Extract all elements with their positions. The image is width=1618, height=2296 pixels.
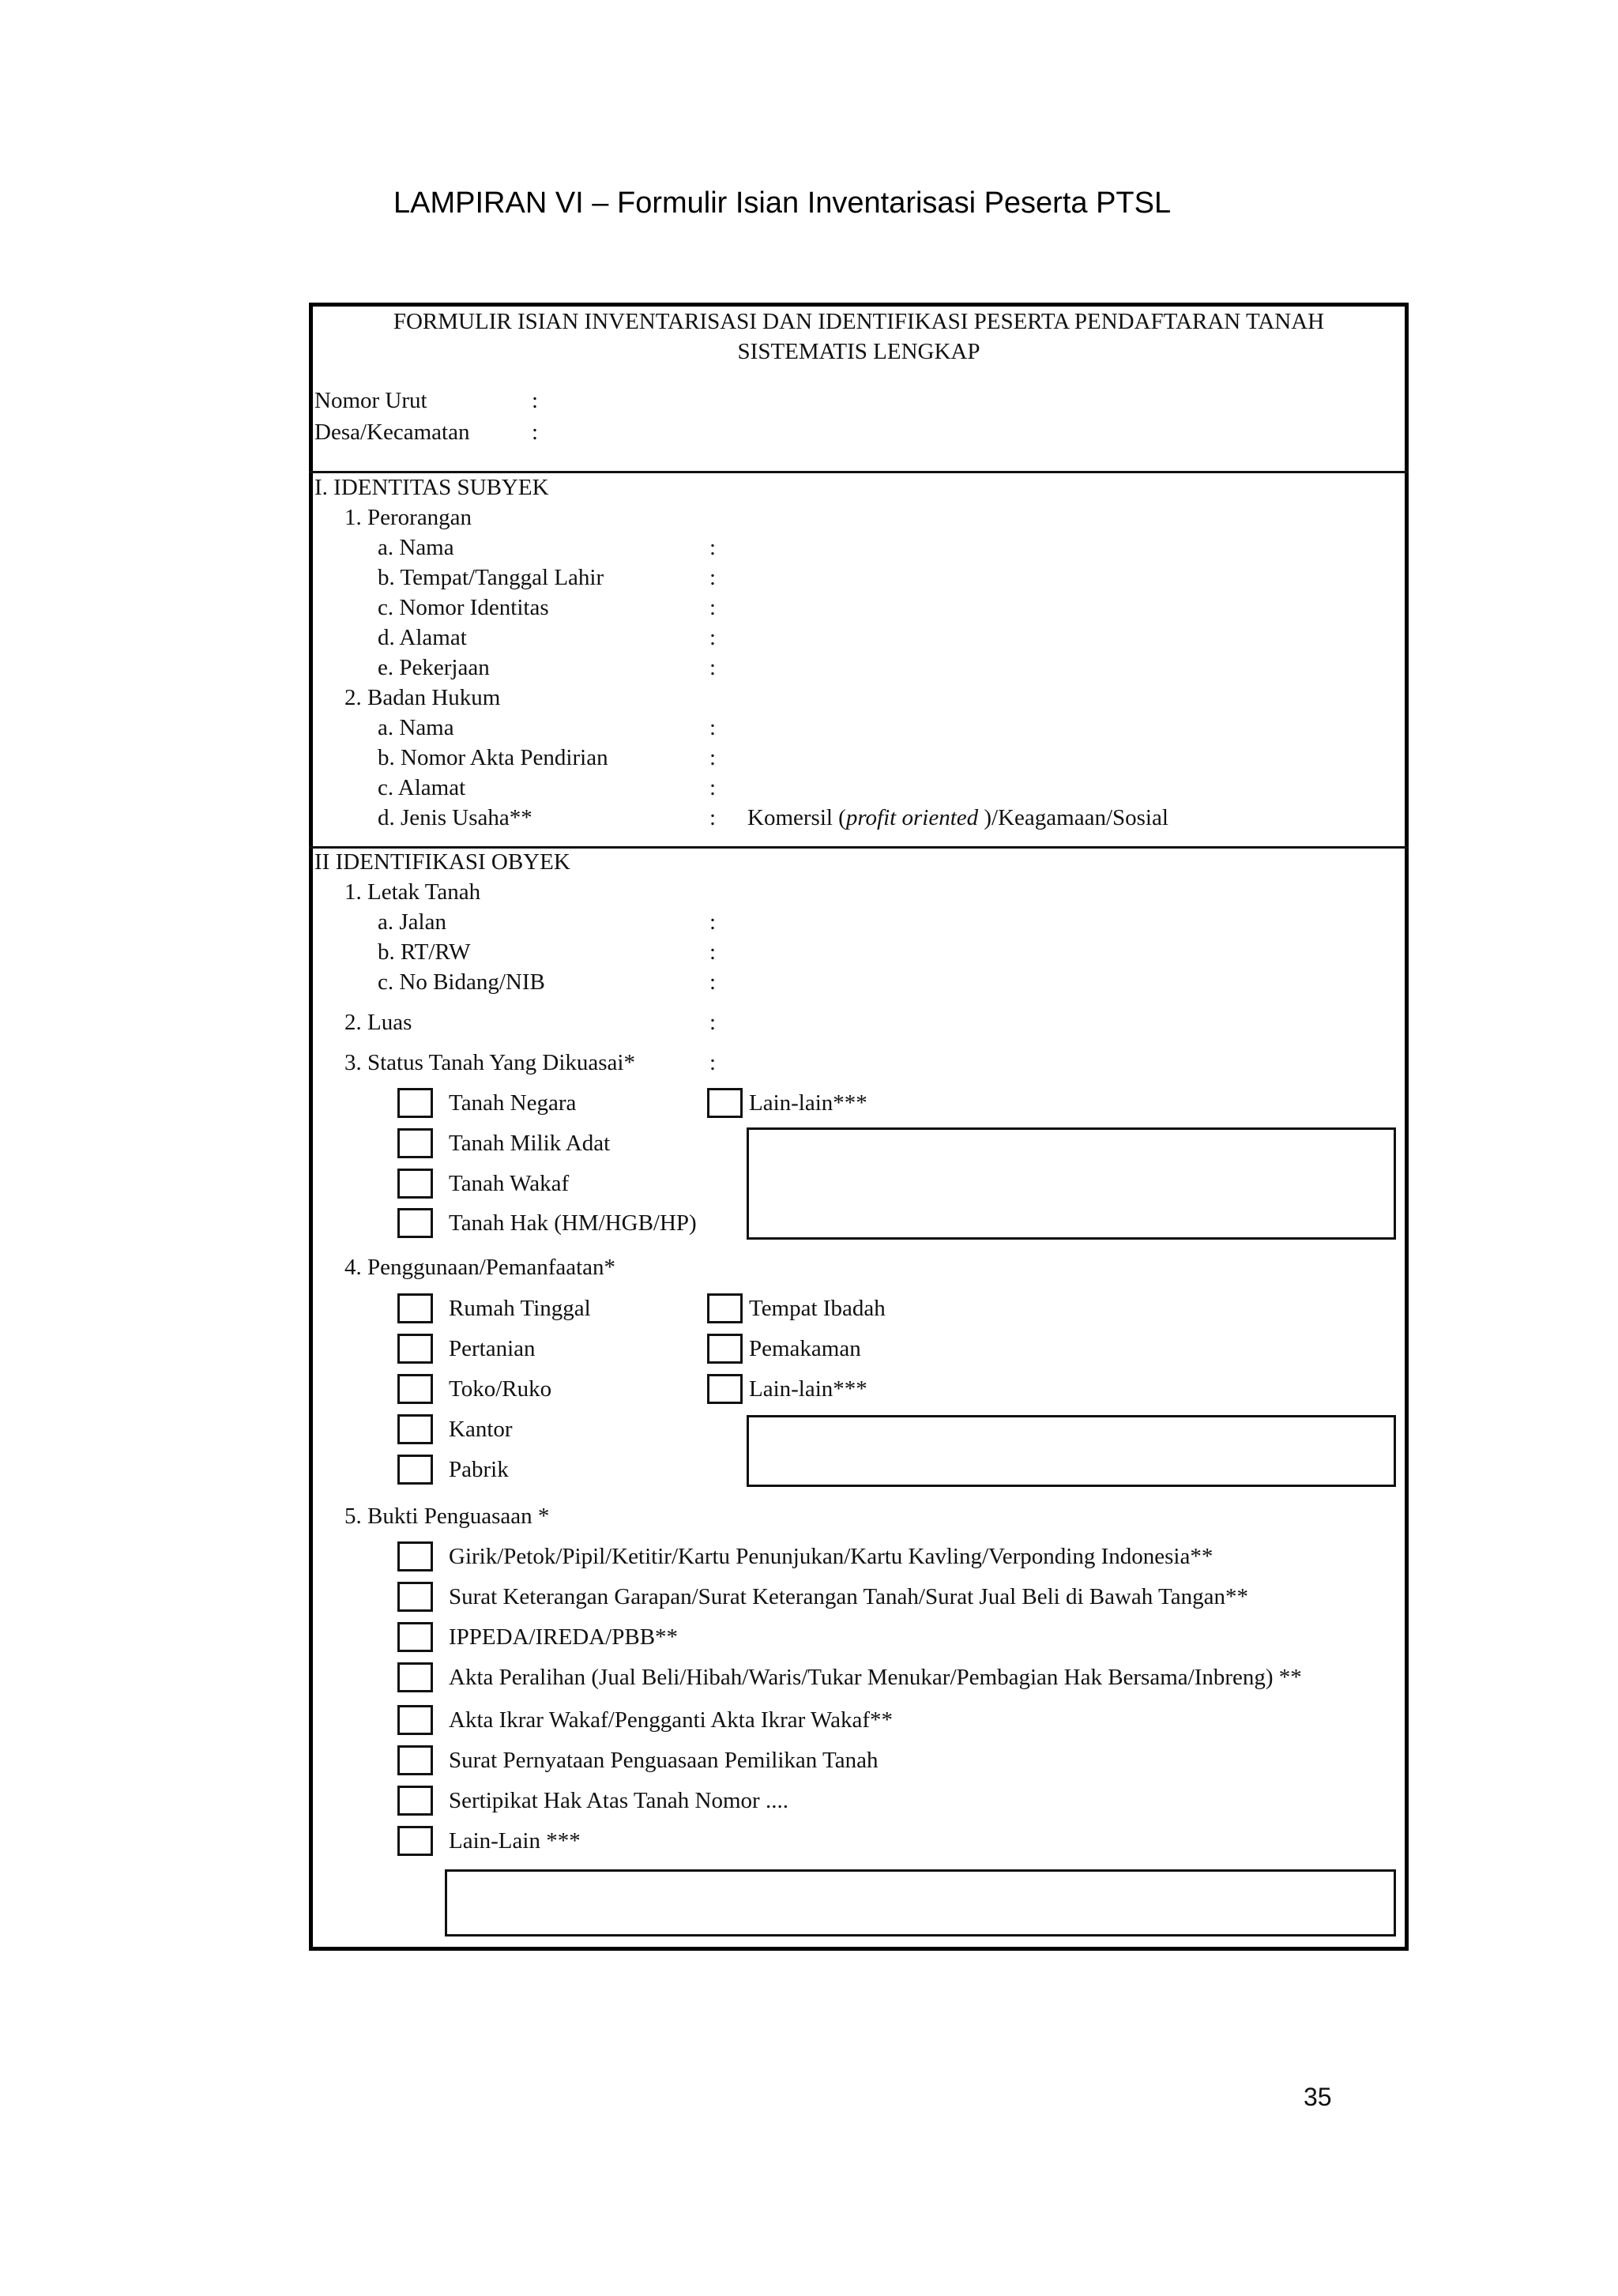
option-rumah-tinggal: Rumah Tinggal (449, 1296, 591, 1321)
perorangan-alamat-label: d. Alamat (378, 625, 467, 650)
option-bukti-lain-lain: Lain-Lain *** (449, 1828, 581, 1854)
section1-title: I. IDENTITAS SUBYEK (314, 475, 549, 500)
option-bukti-girik: Girik/Petok/Pipil/Ketitir/Kartu Penunjukan/Kartu Kavling/Verponding Indonesia** (449, 1544, 1214, 1569)
checkbox-tanah-negara[interactable] (397, 1088, 433, 1118)
status-lain-lain-textbox[interactable] (747, 1127, 1396, 1240)
badan-nama-colon: : (709, 715, 717, 740)
option-bukti-surat-pernyataan: Surat Pernyataan Penguasaan Pemilikan Tanah (449, 1748, 879, 1773)
option-pabrik: Pabrik (449, 1457, 509, 1482)
divider-section1 (309, 846, 1409, 849)
checkbox-tanah-milik-adat[interactable] (397, 1128, 433, 1158)
checkbox-pertanian[interactable] (397, 1334, 433, 1364)
badan-jenis-usaha-colon: : (709, 805, 717, 830)
form-title-line1: FORMULIR ISIAN INVENTARISASI DAN IDENTIFIKASI PESERTA PENDAFTARAN TANAH (393, 309, 1325, 334)
jenis-usaha-value-post: )/Keagamaan/Sosial (978, 805, 1168, 830)
checkbox-bukti-surat-keterangan[interactable] (397, 1582, 433, 1612)
option-kantor: Kantor (449, 1417, 513, 1442)
perorangan-nomor-identitas-label: c. Nomor Identitas (378, 595, 549, 620)
jenis-usaha-value-italic: profit oriented (845, 805, 979, 830)
section2-title: II IDENTIFIKASI OBYEK (314, 849, 570, 875)
form-title-line2: SISTEMATIS LENGKAP (737, 339, 980, 364)
perorangan-nama-colon: : (709, 535, 717, 560)
perorangan-pekerjaan-label: e. Pekerjaan (378, 655, 490, 680)
bukti-penguasaan-heading: 5. Bukti Penguasaan * (344, 1504, 550, 1529)
option-toko-ruko: Toko/Ruko (449, 1376, 552, 1402)
letak-nib-label: c. No Bidang/NIB (378, 969, 545, 995)
option-pertanian: Pertanian (449, 1336, 536, 1361)
option-bukti-akta-ikrar-wakaf: Akta Ikrar Wakaf/Pengganti Akta Ikrar Wakaf** (449, 1707, 893, 1733)
checkbox-bukti-ippeda[interactable] (397, 1622, 433, 1652)
badan-akta-colon: : (709, 745, 717, 770)
checkbox-bukti-surat-pernyataan[interactable] (397, 1745, 433, 1775)
penggunaan-lain-lain-textbox[interactable] (747, 1415, 1396, 1487)
option-tempat-ibadah: Tempat Ibadah (749, 1296, 886, 1321)
perorangan-ttl-label: b. Tempat/Tanggal Lahir (378, 565, 604, 590)
checkbox-pemakaman[interactable] (707, 1334, 743, 1364)
letak-jalan-colon: : (709, 909, 717, 935)
badan-nama-label: a. Nama (378, 715, 454, 740)
perorangan-ttl-colon: : (709, 565, 717, 590)
letak-rtrw-label: b. RT/RW (378, 939, 471, 965)
perorangan-alamat-colon: : (709, 625, 717, 650)
letak-jalan-label: a. Jalan (378, 909, 446, 935)
perorangan-nomor-identitas-colon: : (709, 595, 717, 620)
option-bukti-akta-peralihan: Akta Peralihan (Jual Beli/Hibah/Waris/Tukar Menukar/Pembagian Hak Bersama/Inbreng) ** (449, 1665, 1302, 1690)
checkbox-tempat-ibadah[interactable] (707, 1293, 743, 1323)
option-tanah-milik-adat: Tanah Milik Adat (449, 1131, 611, 1156)
nomor-urut-colon: : (532, 388, 539, 413)
penggunaan-heading: 4. Penggunaan/Pemanfaatan* (344, 1255, 616, 1280)
desa-kecamatan-colon: : (532, 420, 539, 445)
bukti-lain-lain-textbox[interactable] (445, 1869, 1396, 1937)
luas-colon: : (709, 1010, 717, 1035)
option-penggunaan-lain-lain: Lain-lain*** (749, 1376, 867, 1402)
badan-hukum-heading: 2. Badan Hukum (344, 685, 501, 710)
option-status-lain-lain: Lain-lain*** (749, 1090, 867, 1116)
badan-jenis-usaha-label: d. Jenis Usaha** (378, 805, 532, 830)
option-tanah-hak: Tanah Hak (HM/HGB/HP) (449, 1210, 697, 1236)
option-bukti-ippeda: IPPEDA/IREDA/PBB** (449, 1624, 679, 1650)
checkbox-bukti-akta-peralihan[interactable] (397, 1662, 433, 1692)
status-tanah-colon: : (709, 1050, 717, 1075)
checkbox-bukti-akta-ikrar-wakaf[interactable] (397, 1705, 433, 1735)
checkbox-rumah-tinggal[interactable] (397, 1293, 433, 1323)
option-pemakaman: Pemakaman (749, 1336, 861, 1361)
checkbox-status-lain-lain[interactable] (707, 1088, 743, 1118)
option-tanah-negara: Tanah Negara (449, 1090, 577, 1116)
option-tanah-wakaf: Tanah Wakaf (449, 1171, 570, 1196)
checkbox-bukti-lain-lain[interactable] (397, 1826, 433, 1856)
letak-tanah-heading: 1. Letak Tanah (344, 879, 481, 905)
form-frame (309, 303, 1409, 1951)
checkbox-pabrik[interactable] (397, 1455, 433, 1485)
perorangan-nama-label: a. Nama (378, 535, 454, 560)
status-tanah-heading: 3. Status Tanah Yang Dikuasai* (344, 1050, 635, 1075)
checkbox-tanah-wakaf[interactable] (397, 1169, 433, 1199)
letak-rtrw-colon: : (709, 939, 717, 965)
checkbox-penggunaan-lain-lain[interactable] (707, 1374, 743, 1404)
jenis-usaha-value (747, 805, 1168, 831)
page-title: LAMPIRAN VI – Formulir Isian Inventarisasi Peserta PTSL (393, 186, 1172, 220)
checkbox-toko-ruko[interactable] (397, 1374, 433, 1404)
divider-header (309, 471, 1409, 473)
perorangan-heading: 1. Perorangan (344, 505, 472, 530)
badan-akta-label: b. Nomor Akta Pendirian (378, 745, 608, 770)
jenis-usaha-value-pre: Komersil ( (747, 805, 846, 830)
option-bukti-sertipikat: Sertipikat Hak Atas Tanah Nomor .... (449, 1788, 788, 1813)
letak-nib-colon: : (709, 969, 717, 995)
checkbox-bukti-girik[interactable] (397, 1541, 433, 1571)
nomor-urut-label: Nomor Urut (314, 388, 427, 413)
badan-alamat-label: c. Alamat (378, 775, 466, 800)
option-bukti-surat-keterangan: Surat Keterangan Garapan/Surat Keterangan Tanah/Surat Jual Beli di Bawah Tangan** (449, 1584, 1248, 1609)
checkbox-bukti-sertipikat[interactable] (397, 1786, 433, 1816)
badan-alamat-colon: : (709, 775, 717, 800)
checkbox-tanah-hak[interactable] (397, 1208, 433, 1238)
checkbox-kantor[interactable] (397, 1414, 433, 1444)
perorangan-pekerjaan-colon: : (709, 655, 717, 680)
luas-label: 2. Luas (344, 1010, 412, 1035)
desa-kecamatan-label: Desa/Kecamatan (314, 420, 470, 445)
page-number: 35 (1304, 2083, 1332, 2111)
